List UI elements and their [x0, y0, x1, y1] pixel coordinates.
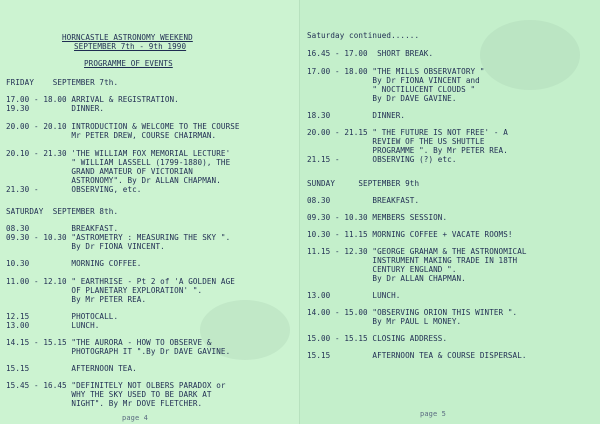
- event-line: 20.00 - 20.10 INTRODUCTION & WELCOME TO THE COURSE: [6, 122, 240, 131]
- event-line: 20.10 - 21.30 'THE WILLIAM FOX MEMORIAL LECTURE': [6, 149, 231, 158]
- programme-title: HORNCASTLE ASTRONOMY WEEKEND: [62, 33, 193, 42]
- event-line: Mr PETER DREW, COURSE CHAIRMAN.: [6, 131, 217, 140]
- event-line: By Dr FIONA VINCENT.: [6, 242, 165, 251]
- event-line: PHOTOGRAPH IT ".By Dr DAVE GAVINE.: [6, 347, 231, 356]
- event-line: 14.00 - 15.00 "OBSERVING ORION THIS WINTER ".: [307, 308, 518, 317]
- event-line: NIGHT". By Mr DOVE FLETCHER.: [6, 399, 203, 408]
- event-line: 19.30 DINNER.: [6, 104, 105, 113]
- event-line: By Dr DAVE GAVINE.: [307, 94, 457, 103]
- event-line: OF PLANETARY EXPLORATION' ".: [6, 286, 203, 295]
- event-line: 09.30 - 10.30 "ASTROMETRY : MEASURING THE SKY ".: [6, 233, 231, 242]
- event-line: INSTRUMENT MAKING TRADE IN 18TH: [307, 256, 518, 265]
- page-number: page 4: [122, 414, 148, 422]
- event-line: 08.30 BREAKFAST.: [307, 196, 420, 205]
- event-line: 13.00 LUNCH.: [6, 321, 100, 330]
- event-line: " NOCTILUCENT CLOUDS ": [307, 85, 476, 94]
- right-page: [300, 0, 600, 424]
- event-line: 21.30 - OBSERVING, etc.: [6, 185, 142, 194]
- event-line: 15.15 AFTERNOON TEA & COURSE DISPERSAL.: [307, 351, 527, 360]
- event-line: By Dr FIONA VINCENT and: [307, 76, 480, 85]
- event-line: CENTURY ENGLAND ".: [307, 265, 457, 274]
- event-line: By Mr PETER REA.: [6, 295, 147, 304]
- event-line: 20.00 - 21.15 " THE FUTURE IS NOT FREE' - A: [307, 128, 508, 137]
- event-line: 21.15 - OBSERVING (?) etc.: [307, 155, 457, 164]
- saturday-heading: SATURDAY SEPTEMBER 8th.: [6, 207, 119, 216]
- event-line: 16.45 - 17.00 SHORT BREAK.: [307, 49, 434, 58]
- event-line: 15.15 AFTERNOON TEA.: [6, 364, 137, 373]
- event-line: GRAND AMATEUR OF VICTORIAN: [6, 167, 193, 176]
- page-number: page 5: [420, 410, 446, 418]
- event-line: " WILLIAM LASSELL (1799-1880), THE: [6, 158, 231, 167]
- event-line: 12.15 PHOTOCALL.: [6, 312, 119, 321]
- event-line: 08.30 BREAKFAST.: [6, 224, 119, 233]
- event-line: 18.30 DINNER.: [307, 111, 406, 120]
- continued-heading: Saturday continued......: [307, 31, 420, 40]
- programme-subtitle: PROGRAMME OF EVENTS: [84, 59, 173, 68]
- paper-stain: [480, 20, 580, 90]
- event-line: 15.00 - 15.15 CLOSING ADDRESS.: [307, 334, 448, 343]
- event-line: 14.15 - 15.15 "THE AURORA - HOW TO OBSERVE &: [6, 338, 212, 347]
- event-line: WHY THE SKY USED TO BE DARK AT: [6, 390, 212, 399]
- event-line: 17.00 - 18.00 ARRIVAL & REGISTRATION.: [6, 95, 179, 104]
- event-line: PROGRAMME ". By Mr PETER REA.: [307, 146, 508, 155]
- sunday-heading: SUNDAY SEPTEMBER 9th: [307, 179, 420, 188]
- event-line: By Dr ALLAN CHAPMAN.: [307, 274, 466, 283]
- event-line: 17.00 - 18.00 "THE MILLS OBSERVATORY ": [307, 67, 485, 76]
- event-line: 10.30 MORNING COFFEE.: [6, 259, 142, 268]
- event-line: REVIEW OF THE US SHUTTLE: [307, 137, 485, 146]
- event-line: 10.30 - 11.15 MORNING COFFEE + VACATE ROOMS!: [307, 230, 513, 239]
- event-line: 15.45 - 16.45 "DEFINITELY NOT OLBERS PARADOX or: [6, 381, 226, 390]
- friday-heading: FRIDAY SEPTEMBER 7th.: [6, 78, 119, 87]
- event-line: ASTRONOMY". By Dr ALLAN CHAPMAN.: [6, 176, 221, 185]
- event-line: 11.15 - 12.30 "GEORGE GRAHAM & THE ASTRONOMICAL: [307, 247, 527, 256]
- event-line: By Mr PAUL L MONEY.: [307, 317, 462, 326]
- event-line: 11.00 - 12.10 " EARTHRISE - Pt 2 of 'A GOLDEN AGE: [6, 277, 235, 286]
- event-line: 13.00 LUNCH.: [307, 291, 401, 300]
- programme-dates: SEPTEMBER 7th - 9th 1990: [74, 42, 187, 51]
- event-line: 09.30 - 10.30 MEMBERS SESSION.: [307, 213, 448, 222]
